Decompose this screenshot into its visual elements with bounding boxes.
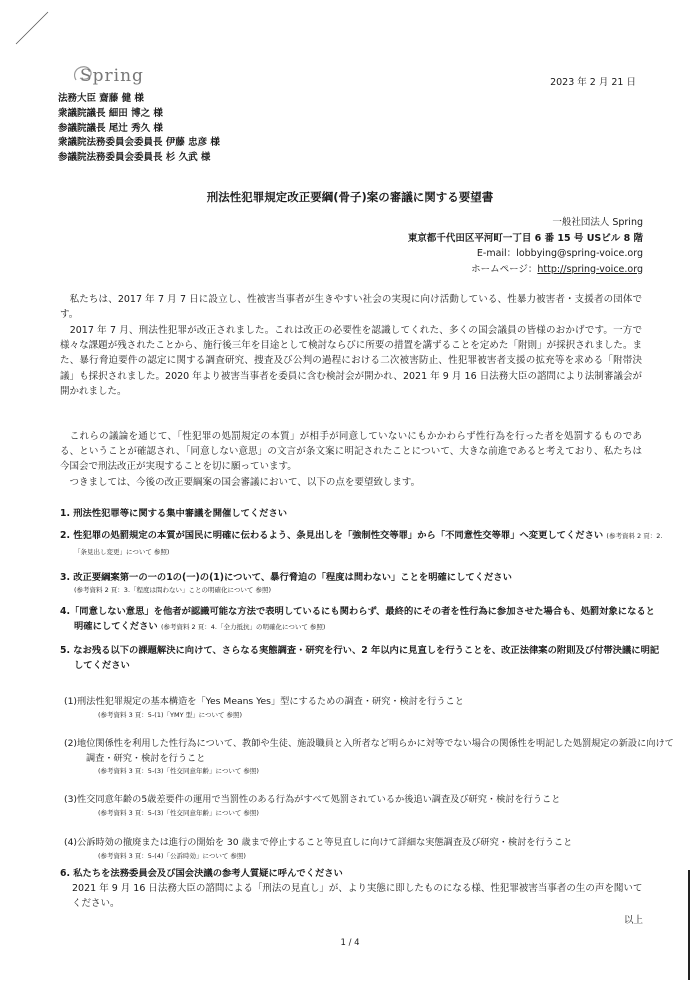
closing-mark: 以上: [623, 915, 643, 926]
request-item-1: 1. 刑法性犯罪等に関する集中審議を開催してください: [60, 508, 288, 519]
request-item-5: 5. なお残る以下の課題解決に向けて、さらなる実態調査・研究を行い、2 年以内に見直しを行うことを、改正法律案の附則及び付帯決議に明記してください: [60, 645, 660, 671]
website-label: ホームページ：: [471, 263, 538, 275]
reference-note: (参考資料 3 頁：5-(3)「性交同意年齢」について 参照): [98, 808, 259, 817]
background-paragraph: 2017 年 7 月、刑法性犯罪が改正されました。これは改正の必要性を認識してくれた、多くの国会議員の皆様のおかげです。一方で様々な課題が残されたことから、施行後三年を目途として検討ならびに所要の措置を講ずることを定めた「附則」が採択されました。また、暴行脅迫要件の認定に関する調査研究、捜査及び公判の過程における二次被害防止、性犯罪被害者支援の拡充等を求める「附帯決議」も採択されました。2020 年より被害当事者を委員に含む検討会が開かれ、2021 年 9 月 16 日法務大臣の諮問により法制審議会が開かれました。: [60, 325, 642, 397]
pen-stroke-mark: [12, 10, 52, 46]
website-link[interactable]: http://spring-voice.org: [537, 263, 643, 275]
reference-note: (参考資料 2 頁：3.「程度は問わない」ことの明確化について 参照): [74, 586, 271, 594]
request-item-6: 6. 私たちを法務委員会及び国会決議の参考人質疑に呼んでください 2021 年 9 月 16 日法務大臣の諮問による「刑法の見直し」が、より実態に即したものになる様、性犯罪被害当事者の生の声を聞いてください。: [60, 866, 650, 911]
intro-paragraph: 私たちは、2017 年 7 月 7 日に設立し、性被害当事者が生きやすい社会の実現に向け活動している、性暴力被害者・支援者の団体です。: [60, 294, 642, 321]
reference-note: (参考資料 2 頁：4.「全力抵抗」の明確化について 参照): [160, 623, 326, 631]
page-number: 1 / 4: [340, 938, 360, 948]
sub-item-4: (4)公訴時効の撤廃または進行の開始を 30 歳まで停止すること等見直しに向けて詳細な実態調査及び研究・検討を行うこと (参考資料 3 頁：5-(4)「公訴時効」について 参照): [64, 836, 652, 861]
sender-org: 一般社団法人 Spring: [552, 217, 643, 228]
sub-item-1: (1)刑法性犯罪規定の基本構造を「Yes Means Yes」型にするための調査・研究・検討を行うこと (参考資料 3 頁：5-(1)「YMY 型」について 参照): [64, 695, 652, 720]
sender-email: E-mail：lobbying@spring-voice.org: [476, 248, 643, 259]
reference-note: (参考資料 3 頁：5-(4)「公訴時効」について 参照): [98, 851, 246, 860]
addressee: 参議院法務委員会委員長 杉 久武 様: [58, 152, 211, 164]
request-item-6-body: 2021 年 9 月 16 日法務大臣の諮問による「刑法の見直し」が、より実態に即したものになる様、性犯罪被害当事者の生の声を聞いてください。: [72, 883, 643, 909]
addressee-list: [58, 92, 220, 166]
request-item-4: 4.「同意しない意思」を他者が認識可能な方法で表明しているにも関わらず、最終的にその者を性行為に参加させた場合も、処罰対象になると明確にしてください (参考資料 2 頁：4.「全力抵抗」の明確化について 参照): [60, 606, 655, 632]
request-lead-paragraph: つきましては、今後の改正要綱案の国会審議において、以下の点を要望致します。: [69, 477, 421, 488]
addressee: 衆議院法務委員会委員長 伊藤 忠彦 様: [58, 137, 220, 149]
logo-text: Spring: [80, 66, 144, 86]
addressee: 法務大臣 齋藤 健 様: [58, 93, 144, 104]
document-date: 2023 年 2 月 21 日: [550, 77, 636, 88]
addressee: 衆議院議長 細田 博之 様: [58, 107, 163, 119]
reference-note: (参考資料 3 頁：5-(1)「YMY 型」について 参照): [98, 710, 243, 719]
reference-note: (参考資料 2 頁：2.「条見出し変更」について 参照): [74, 532, 663, 556]
sender-address: 東京都千代田区平河町一丁目 6 番 15 号 USビル 8 階: [407, 232, 643, 244]
sub-item-3: (3)性交同意年齢の5歳差要件の運用で当罰性のある行為がすべて処罰されているか後追い調査及び研究・検討を行うこと (参考資料 3 頁：5-(3)「性交同意年齢」について 参照): [64, 793, 652, 818]
sender-website: [408, 262, 643, 278]
sender-block: [408, 215, 643, 277]
request-item-2: 2. 性犯罪の処罰規定の本質が国民に明確に伝わるよう、条見出しを「強制性交等罪」から「不同意性交等罪」へ変更してください (参考資料 2 頁：2.「条見出し変更」について 参照): [60, 530, 663, 556]
scan-edge-line: [688, 870, 690, 980]
request-item-3: 3. 改正要綱案第一の一の1の(一)の(1)について、暴行脅迫の「程度は問わない」ことを明確にしてください (参考資料 2 頁：3.「程度は問わない」ことの明確化について 参照): [60, 570, 650, 595]
spring-logo: [66, 60, 166, 94]
document-title: 刑法性犯罪規定改正要綱(骨子)案の審議に関する要望書: [206, 190, 494, 204]
discussion-paragraph: これらの議論を通じて、「性犯罪の処罰規定の本質」が相手が同意していないにもかかわらず性行為を行った者を処罰するものである、ということが確認され、「同意しない意思」の文言が条文案に明記されたことについて、大きな前進であると考えており、私たちは今国会で刑法改正が実現することを切に願っています。: [60, 431, 642, 473]
reference-note: (参考資料 3 頁：5-(3)「性交同意年齢」について 参照): [98, 767, 259, 775]
sub-item-2: (2)地位関係性を利用した性行為について、教師や生徒、施設職員と入所者など明らかに対等でない場合の関係性を明記した処罰規定の新設に向けて調査・研究・検討を行うこと (参考資料 3 頁：5-(3)「性交同意年齢」について 参照): [64, 738, 674, 775]
addressee: 参議院議長 尾辻 秀久 様: [58, 122, 163, 134]
